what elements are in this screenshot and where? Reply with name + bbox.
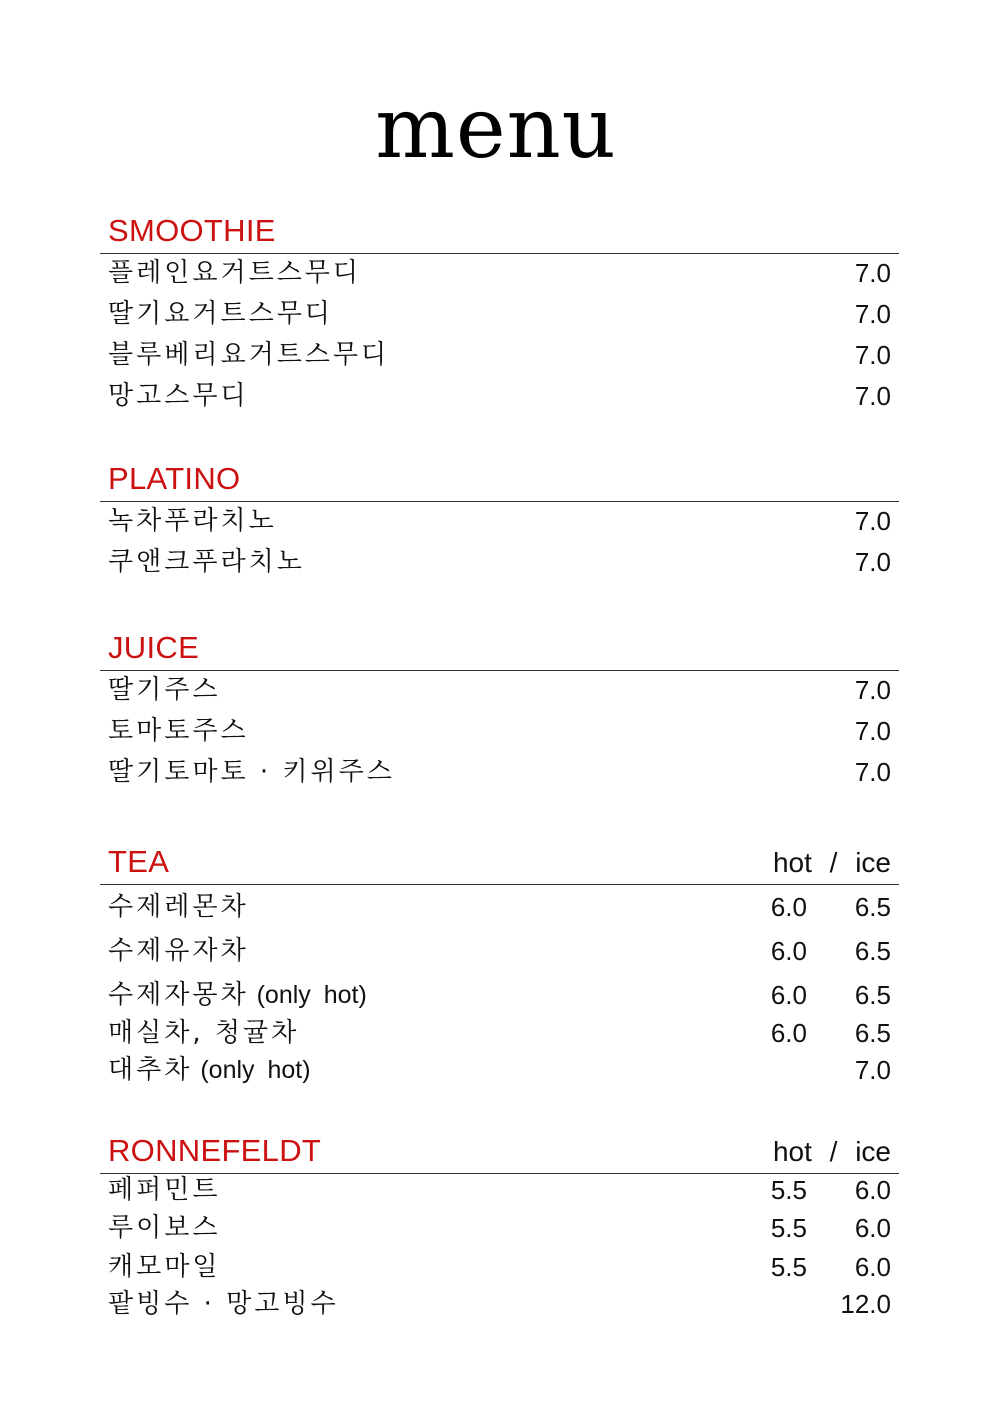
menu-item [100,1289,899,1326]
item-name-wrap [108,1054,311,1086]
item-name: 팥빙수 · 망고빙수 [108,1289,339,1319]
section-header [100,1125,899,1174]
menu-title: menu [375,79,617,177]
item-price-ice: 6.0 [854,1252,891,1282]
section-header [100,453,899,502]
menu-item [100,295,899,336]
section-title: PLATINO [108,461,241,496]
menu-item [100,1017,899,1055]
section-title: TEA [108,844,170,879]
item-name: 딸기요거트스무디 [108,299,333,329]
section-tea [100,836,899,1092]
item-price-ice: 6.0 [854,1175,891,1205]
section-header [100,622,899,671]
menu-item [100,712,899,753]
menu-item [100,671,899,712]
item-price-hot: 5.5 [770,1175,807,1205]
menu-item [100,753,899,794]
item-name: 녹차푸라치노 [108,506,277,536]
item-name-wrap [108,979,367,1011]
section-smoothie [100,205,899,418]
item-price-hot: 6.0 [770,936,807,966]
menu-item [100,1055,899,1092]
item-price-ice: 6.5 [854,936,891,966]
item-name: 캐모마일 [108,1252,221,1282]
section-title: SMOOTHIE [108,213,276,248]
item-list [100,671,899,794]
menu-item [100,336,899,377]
item-price: 7.0 [854,675,891,705]
hot-ice-header: hot / ice [772,1136,891,1167]
menu-item [100,1212,899,1250]
item-name: 수제레몬차 [108,892,249,922]
item-price-ice: 6.5 [854,980,891,1010]
item-list [100,502,899,584]
item-price-ice: 6.5 [854,1018,891,1048]
item-price: 7.0 [854,547,891,577]
section-title: JUICE [108,630,200,665]
item-price-hot: 6.0 [770,892,807,922]
item-price: 7.0 [854,1055,891,1085]
item-note: (only hot) [256,981,367,1009]
item-price-ice: 6.0 [854,1213,891,1243]
item-name: 플레인요거트스무디 [108,258,362,288]
item-list [100,254,899,418]
item-list [100,1174,899,1326]
item-price: 7.0 [854,757,891,787]
item-price-hot: 5.5 [770,1252,807,1282]
item-name: 딸기주스 [108,675,221,705]
item-price-hot: 5.5 [770,1213,807,1243]
hot-ice-header: hot / ice [772,847,891,878]
item-price: 7.0 [854,716,891,746]
item-price: 12.0 [840,1289,891,1319]
section-juice [100,622,899,794]
item-name: 토마토주스 [108,716,249,746]
item-name: 매실차, 청귤차 [108,1018,300,1048]
item-price-ice: 6.5 [854,892,891,922]
item-name: 대추차 [108,1055,193,1085]
item-price: 7.0 [854,340,891,370]
section-title: RONNEFELDT [108,1133,322,1168]
section-ronnefeldt [100,1125,899,1326]
item-name: 페퍼민트 [108,1175,221,1205]
item-list [100,885,899,1092]
menu-item [100,885,899,929]
item-price: 7.0 [854,299,891,329]
section-header [100,205,899,254]
item-name: 블루베리요거트스무디 [108,340,390,370]
item-note: (only hot) [200,1056,311,1084]
section-header [100,836,899,885]
menu-item [100,973,899,1017]
section-platino [100,453,899,584]
item-name: 수제유자차 [108,936,249,966]
menu-item [100,254,899,295]
item-name: 쿠앤크푸라치노 [108,547,305,577]
menu-item [100,377,899,418]
item-price: 7.0 [854,381,891,411]
item-name: 딸기토마토 · 키위주스 [108,757,395,787]
item-price: 7.0 [854,258,891,288]
menu-item [100,929,899,973]
item-price-hot: 6.0 [770,1018,807,1048]
item-name: 루이보스 [108,1213,221,1243]
item-name: 수제자몽차 [108,980,249,1010]
menu-item [100,1250,899,1289]
item-price-hot: 6.0 [770,980,807,1010]
menu-item [100,543,899,584]
menu-item [100,502,899,543]
item-name: 망고스무디 [108,381,249,411]
item-price: 7.0 [854,506,891,536]
menu-item [100,1174,899,1212]
